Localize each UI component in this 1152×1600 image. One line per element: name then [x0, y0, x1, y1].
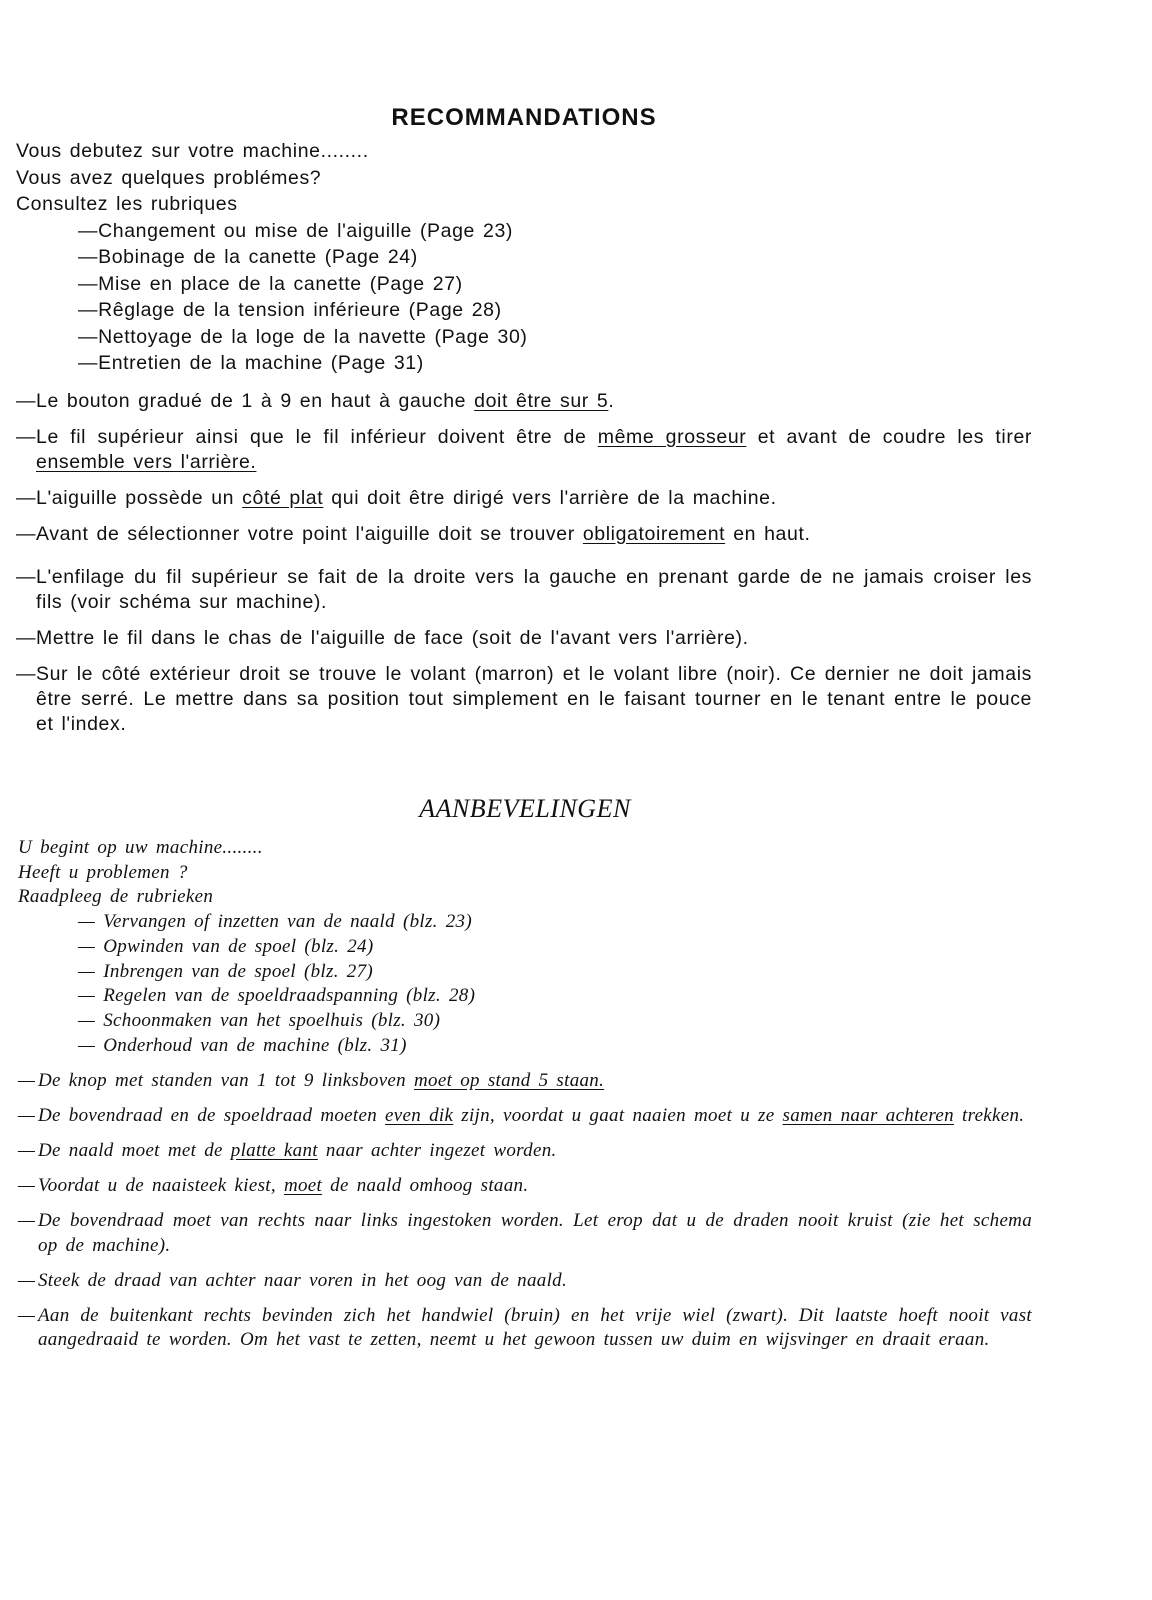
- aanbeveling-text: De bovendraad en de spoeldraad moeten even dik zijn, voordat u gaat naaien moet u ze samen naar achteren trekken.: [38, 1105, 1025, 1127]
- aanbevelingen-title: AANBEVELINGEN: [419, 794, 631, 823]
- aanbeveling-text: Aan de buitenkant rechts bevinden zich het handwiel (bruin) en het vrije wiel (zwart). Dit laatste hoeft nooit vast aangedraaid te worden. Om het vast te zetten, neemt u het gewoon tussen uw duim en wijsvinger en draait eraan.: [38, 1304, 1032, 1351]
- dash-marker: —: [18, 1140, 36, 1162]
- recommendation-text: Mettre le fil dans le chas de l'aiguille de face (soit de l'avant vers l'arrière).: [36, 626, 749, 649]
- recommendation-text: Le bouton gradué de 1 à 9 en haut à gauche doit être sur 5.: [36, 389, 615, 412]
- rubrique-item: —Nettoyage de la loge de la navette (Page 30): [78, 325, 528, 348]
- intro-line: Vous avez quelques problémes?: [16, 166, 322, 189]
- recommandations-title: RECOMMANDATIONS: [391, 104, 657, 131]
- dash-marker: —: [18, 1175, 36, 1197]
- rubrique-item: —Entretien de la machine (Page 31): [78, 352, 424, 374]
- recommendation-text: Le fil supérieur ainsi que le fil inférieur doivent être de même grosseur et avant de coudre les tirer ensemble vers l'arrière.: [36, 425, 1033, 473]
- dash-marker: —: [18, 1304, 36, 1326]
- rubriek-item: — Schoonmaken van het spoelhuis (blz. 30): [78, 1009, 441, 1031]
- aanbeveling-text: De bovendraad moet van rechts naar links ingestoken worden. Let erop dat u de draden nooit kruist (zie het schema op de machine).: [38, 1210, 1032, 1256]
- aanbeveling-item: [18, 1139, 1032, 1164]
- aanbeveling-text: De naald moet met de platte kant naar achter ingezet worden.: [38, 1140, 557, 1162]
- rubriek-item: — Regelen van de spoeldraadspanning (blz. 28): [78, 985, 476, 1007]
- dash-marker: —: [16, 565, 37, 588]
- rubrique-item: —Mise en place de la canette (Page 27): [78, 272, 463, 295]
- dash-marker: —: [18, 1105, 36, 1127]
- intro-line: Raadpleeg de rubrieken: [18, 886, 214, 908]
- rubrique-item: —Bobinage de la canette (Page 24): [78, 246, 418, 268]
- recommendation-text: Sur le côté extérieur droit se trouve le volant (marron) et le volant libre (noir). Ce dernier ne doit jamais être serré. Le mettre dans sa position tout simplement en le faisant tourner en le tenant entre le pouce et l'index.: [36, 662, 1032, 735]
- recommendation-text: L'aiguille possède un côté plat qui doit être dirigé vers l'arrière de la machine.: [36, 486, 777, 509]
- aanbeveling-item: [18, 1069, 1032, 1094]
- recommendation-item: [16, 486, 1032, 511]
- recommendation-text: L'enfilage du fil supérieur se fait de la droite vers la gauche en prenant garde de ne jamais croiser les fils (voir schéma sur machine).: [36, 565, 1032, 613]
- intro-line: Heeft u problemen ?: [18, 861, 188, 883]
- intro-line: U begint op uw machine........: [18, 837, 263, 858]
- aanbeveling-item: [18, 1209, 1032, 1258]
- rubrique-item: —Changement ou mise de l'aiguille (Page 23): [78, 219, 513, 242]
- recommendation-text: Avant de sélectionner votre point l'aiguille doit se trouver obligatoirement en haut.: [36, 522, 811, 545]
- aanbeveling-text: Voordat u de naaisteek kiest, moet de naald omhoog staan.: [38, 1175, 529, 1197]
- recommendation-item: [16, 522, 1032, 547]
- dash-marker: —: [18, 1269, 36, 1291]
- dash-marker: —: [16, 662, 37, 685]
- dash-marker: —: [16, 626, 37, 649]
- recommandations-section: [16, 104, 1032, 737]
- dash-marker: —: [16, 389, 37, 412]
- recommendation-item: [16, 425, 1032, 475]
- rubriek-item: — Opwinden van de spoel (blz. 24): [78, 935, 374, 957]
- intro-line: Consultez les rubriques: [16, 193, 238, 215]
- recommendation-item: [16, 389, 1032, 414]
- aanbeveling-item: [18, 1174, 1032, 1199]
- dash-marker: —: [18, 1070, 36, 1092]
- aanbeveling-text: Steek de draad van achter naar voren in het oog van de naald.: [38, 1269, 568, 1291]
- dash-marker: —: [16, 425, 37, 448]
- aanbeveling-item: [18, 1104, 1032, 1129]
- intro-line: Vous debutez sur votre machine........: [16, 140, 369, 162]
- recommendation-item: [16, 626, 1032, 651]
- dash-marker: —: [18, 1210, 36, 1232]
- dash-marker: —: [16, 486, 37, 509]
- dash-marker: —: [16, 522, 37, 545]
- rubriek-item: — Onderhoud van de machine (blz. 31): [78, 1034, 407, 1056]
- recommendation-item: [16, 565, 1032, 615]
- aanbevelingen-section: [18, 794, 1032, 1353]
- rubriek-item: — Inbrengen van de spoel (blz. 27): [78, 960, 374, 982]
- aanbeveling-item: [18, 1304, 1032, 1353]
- rubrique-item: —Rêglage de la tension inférieure (Page 28): [78, 299, 502, 321]
- recommendation-item: [16, 662, 1032, 737]
- aanbeveling-item: [18, 1269, 1032, 1294]
- aanbeveling-text: De knop met standen van 1 tot 9 linksboven moet op stand 5 staan.: [38, 1070, 605, 1092]
- rubriek-item: — Vervangen of inzetten van de naald (blz. 23): [78, 911, 472, 933]
